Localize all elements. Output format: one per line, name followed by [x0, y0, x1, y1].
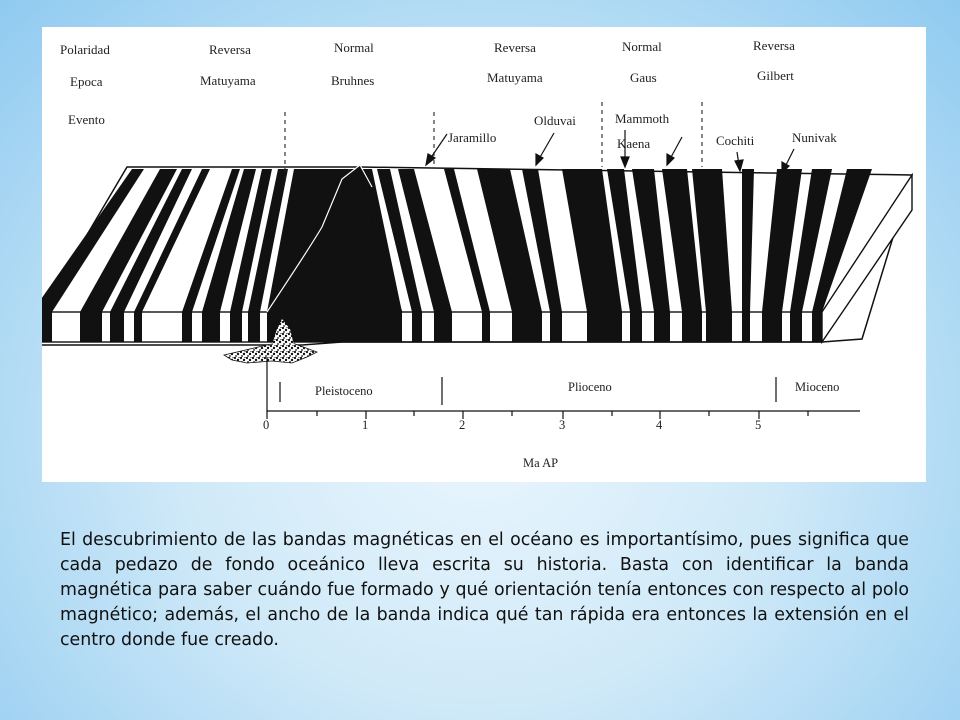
polarity-label-normal-1: Normal: [334, 40, 374, 55]
row-label-evento: Evento: [68, 112, 105, 127]
front-band-15: [587, 312, 622, 342]
front-band-6: [202, 312, 220, 342]
axis-label: Ma AP: [523, 456, 559, 470]
period-label-pleistoceno: Pleistoceno: [315, 384, 373, 398]
polarity-label-reversa-2: Reversa: [494, 40, 536, 55]
axis-tick-5: 5: [755, 418, 762, 432]
front-band-7: [230, 312, 242, 342]
front-band-16: [630, 312, 642, 342]
front-band-5: [182, 312, 192, 342]
event-label-jaramillo: Jaramillo: [448, 130, 497, 145]
event-label-mammoth: Mammoth: [615, 111, 670, 126]
epoch-label-matuyama-1: Matuyama: [200, 73, 256, 88]
polarity-label-reversa-1: Reversa: [209, 42, 251, 57]
seafloor-slab: [42, 165, 912, 345]
front-band-12: [482, 312, 490, 342]
front-band-2: [80, 312, 102, 342]
front-band-13: [512, 312, 542, 342]
front-band-3: [110, 312, 124, 342]
front-band-14: [550, 312, 562, 342]
axis-tick-3: 3: [559, 418, 566, 432]
epoch-label-matuyama-2: Matuyama: [487, 70, 543, 85]
epoch-label-bruhnes: Bruhnes: [331, 73, 375, 88]
caption-text: El descubrimiento de las bandas magnéticas en el océano es importantísimo, pues significa que cada pedazo de fondo oceánico lleva escrita su historia. Basta con identificar la banda magnética para saber cuándo fue formado y qué orientación tenía entonces con respecto al polo magnético; además, el ancho de la banda indica qué tan rápida era entonces la extensión en el centro donde fue creado.: [60, 530, 909, 650]
event-label-nunivak: Nunivak: [792, 130, 837, 145]
period-label-mioceno: Mioceno: [795, 380, 840, 394]
event-label-olduvai: Olduvai: [534, 113, 576, 128]
front-band-22: [790, 312, 802, 342]
axis-tick-1: 1: [362, 418, 369, 432]
polarity-label-reversa-3: Reversa: [753, 38, 795, 53]
row-label-epoca: Epoca: [70, 74, 103, 89]
front-band-10: [412, 312, 422, 342]
epoch-label-gaus: Gaus: [630, 70, 657, 85]
axis-tick-0: 0: [263, 418, 270, 432]
front-band-21: [762, 312, 782, 342]
event-label-cochiti: Cochiti: [716, 133, 755, 148]
epoch-label-gilbert: Gilbert: [757, 68, 794, 83]
front-band-17: [654, 312, 670, 342]
figure-panel: [42, 27, 926, 482]
front-band-20: [742, 312, 750, 342]
front-band-11: [434, 312, 452, 342]
polarity-label-normal-2: Normal: [622, 39, 662, 54]
period-label-plioceno: Plioceno: [568, 380, 612, 394]
front-band-4: [134, 312, 142, 342]
front-band-19: [706, 312, 732, 342]
front-band-8: [248, 312, 260, 342]
row-label-polaridad: Polaridad: [60, 42, 110, 57]
event-label-kaena: Kaena: [617, 136, 651, 151]
axis-tick-2: 2: [459, 418, 466, 432]
front-band-18: [682, 312, 702, 342]
front-band-1: [42, 312, 52, 342]
front-band-23: [812, 312, 822, 342]
magnetic-bands-diagram: [42, 27, 926, 482]
axis-tick-4: 4: [656, 418, 663, 432]
